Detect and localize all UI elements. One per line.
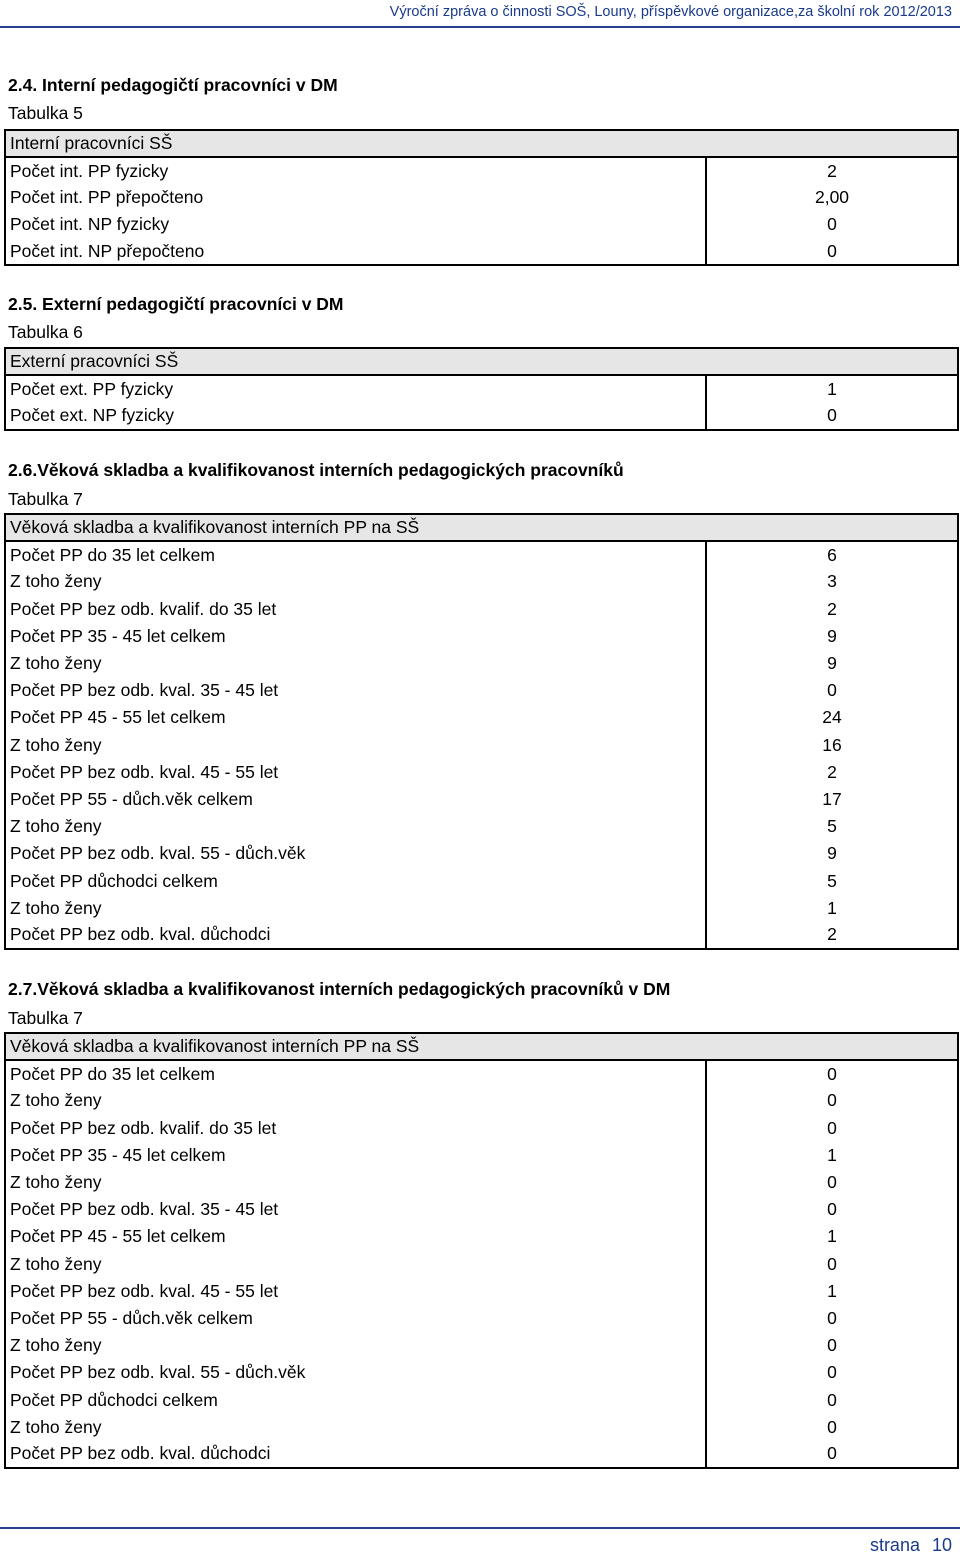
row-value-cell [706, 403, 958, 430]
row-label: Počet int. PP přepočteno [10, 187, 204, 207]
row-value: 0 [827, 1117, 837, 1138]
row-value: 0 [827, 1307, 837, 1328]
row-value-cell [706, 1196, 958, 1223]
row-value-cell [706, 867, 958, 894]
table-row [5, 1305, 958, 1332]
row-value-cell [706, 1305, 958, 1332]
table-header-cell: Věková skladba a kvalifikovanost interních PP na SŠ [5, 1033, 958, 1060]
row-label: Z toho ženy [10, 1172, 102, 1193]
row-value-cell [706, 786, 958, 813]
table-row [5, 813, 958, 840]
row-value-cell [706, 922, 958, 949]
row-label: Počet PP důchodci celkem [10, 1389, 218, 1410]
table-row [5, 1115, 958, 1142]
row-value-cell [706, 238, 958, 265]
table-row [5, 732, 958, 759]
row-value: 1 [827, 1144, 837, 1165]
table-row [5, 1414, 958, 1441]
row-label: Počet ext. PP fyzicky [10, 378, 174, 399]
row-value: 0 [827, 1335, 837, 1356]
table-row [5, 1441, 958, 1468]
footer-divider [0, 1527, 960, 1529]
table-row [5, 650, 958, 677]
section-title: 2.7.Věková skladba a kvalifikovanost interních pedagogických pracovníků v DM [8, 979, 671, 999]
row-value-cell [706, 1278, 958, 1305]
row-label: Počet PP bez odb. kvalif. do 35 let [10, 1117, 277, 1138]
row-value: 0 [827, 1172, 837, 1193]
row-value: 1 [827, 378, 837, 399]
row-value: 2 [827, 761, 837, 782]
row-value: 9 [827, 625, 837, 646]
row-value: 0 [827, 680, 837, 701]
row-value-cell [706, 650, 958, 677]
row-value: 9 [827, 653, 837, 674]
page-number [870, 1533, 952, 1557]
row-value-cell [706, 704, 958, 731]
row-label: Počet PP bez odb. kval. 45 - 55 let [10, 761, 279, 782]
data-table [4, 513, 959, 950]
row-value: 1 [827, 897, 837, 918]
table-row [5, 375, 958, 402]
row-value-cell [706, 541, 958, 568]
row-value: 0 [827, 1443, 837, 1464]
row-value-cell [706, 895, 958, 922]
row-label: Počet PP do 35 let celkem [10, 544, 215, 565]
page-header [0, 0, 960, 26]
row-value-cell [706, 1223, 958, 1250]
row-label: Počet PP 55 - důch.věk celkem [10, 1307, 253, 1328]
row-value-cell [706, 813, 958, 840]
row-value: 9 [827, 843, 837, 864]
table-row [5, 1332, 958, 1359]
row-value: 0 [827, 1253, 837, 1274]
row-value: 17 [822, 788, 842, 809]
table-row [5, 1169, 958, 1196]
row-value-cell [706, 184, 958, 211]
table-caption: Tabulka 6 [8, 322, 83, 342]
table-row [5, 596, 958, 623]
row-label: Počet PP bez odb. kval. 35 - 45 let [10, 1199, 279, 1220]
row-value-cell [706, 1087, 958, 1114]
row-value: 0 [827, 1362, 837, 1383]
row-value-cell [706, 375, 958, 402]
row-value-cell [706, 1115, 958, 1142]
row-label: Počet int. PP fyzicky [10, 160, 169, 181]
row-value-cell [706, 1414, 958, 1441]
row-value-cell [706, 1332, 958, 1359]
row-label: Z toho ženy [10, 1416, 102, 1437]
row-value-cell [706, 732, 958, 759]
table-row [5, 786, 958, 813]
table-row [5, 1359, 958, 1386]
table-row [5, 922, 958, 949]
row-value-cell [706, 1441, 958, 1468]
row-label: Počet ext. NP fyzicky [10, 405, 175, 426]
row-label: Z toho ženy [10, 1253, 102, 1274]
row-value: 5 [827, 816, 837, 837]
row-value: 0 [827, 1199, 837, 1220]
row-value-cell [706, 1142, 958, 1169]
row-value: 0 [827, 214, 837, 234]
table-row [5, 1251, 958, 1278]
row-label: Počet PP do 35 let celkem [10, 1063, 215, 1084]
table-header-row [5, 514, 958, 541]
section-title: 2.6.Věková skladba a kvalifikovanost interních pedagogických pracovníků [8, 460, 624, 480]
row-label: Počet int. NP přepočteno [10, 240, 205, 261]
row-value: 2 [827, 160, 837, 181]
row-label: Počet PP bez odb. kval. důchodci [10, 1443, 271, 1464]
table-row [5, 238, 958, 265]
row-label: Z toho ženy [10, 816, 102, 837]
row-label: Počet PP důchodci celkem [10, 870, 218, 891]
table-header-cell: Interní pracovníci SŠ [5, 130, 958, 157]
table-row [5, 1142, 958, 1169]
row-value: 2 [827, 598, 837, 619]
table-row [5, 623, 958, 650]
row-value-cell [706, 677, 958, 704]
row-value: 5 [827, 870, 837, 891]
page-word: strana [869, 1535, 920, 1555]
table-row [5, 704, 958, 731]
data-table [4, 347, 959, 431]
row-value-cell [706, 1251, 958, 1278]
table-row [5, 895, 958, 922]
row-label: Počet PP bez odb. kvalif. do 35 let [10, 598, 277, 619]
row-value-cell [706, 1386, 958, 1413]
row-value: 16 [822, 734, 842, 755]
table-row [5, 211, 958, 238]
table-header-cell: Externí pracovníci SŠ [5, 348, 958, 375]
row-value-cell [706, 157, 958, 184]
row-value-cell [706, 759, 958, 786]
row-label: Počet PP bez odb. kval. 45 - 55 let [10, 1280, 279, 1301]
table-row [5, 677, 958, 704]
row-value: 0 [827, 1090, 837, 1111]
table-row [5, 541, 958, 568]
header-divider [0, 26, 960, 28]
row-label: Počet PP 35 - 45 let celkem [10, 1144, 226, 1165]
table-caption: Tabulka 5 [8, 103, 83, 123]
row-value: 24 [822, 707, 842, 728]
row-label: Počet PP 35 - 45 let celkem [10, 625, 226, 646]
row-value-cell [706, 840, 958, 867]
row-label: Počet PP bez odb. kval. 35 - 45 let [10, 680, 279, 701]
table-row [5, 403, 958, 430]
row-label: Z toho ženy [10, 1090, 102, 1111]
row-value: 3 [827, 571, 837, 592]
row-value-cell [706, 623, 958, 650]
row-value: 2,00 [814, 187, 850, 207]
section-title: 2.4. Interní pedagogičtí pracovníci v DM [8, 75, 338, 95]
row-label: Počet PP 55 - důch.věk celkem [10, 788, 253, 809]
row-value-cell [706, 1169, 958, 1196]
row-label: Počet PP 45 - 55 let celkem [10, 1226, 226, 1247]
data-table [4, 1032, 959, 1469]
data-table [4, 129, 959, 266]
row-value-cell [706, 596, 958, 623]
table-row [5, 1060, 958, 1087]
row-value-cell [706, 211, 958, 238]
row-label: Z toho ženy [10, 653, 102, 674]
table-header-row [5, 130, 958, 157]
table-header-row [5, 1033, 958, 1060]
row-label: Počet PP 45 - 55 let celkem [10, 707, 226, 728]
table-row [5, 840, 958, 867]
row-value: 0 [827, 240, 837, 261]
page-number-value: 10 [931, 1535, 952, 1555]
table-row [5, 1196, 958, 1223]
row-value-cell [706, 1060, 958, 1087]
row-value-cell [706, 568, 958, 595]
row-label: Z toho ženy [10, 571, 102, 592]
table-row [5, 867, 958, 894]
table-row [5, 759, 958, 786]
table-row [5, 568, 958, 595]
row-value: 6 [827, 544, 837, 565]
row-label: Počet int. NP fyzicky [10, 214, 170, 234]
row-value: 0 [827, 1389, 837, 1410]
row-value: 0 [827, 1063, 837, 1084]
row-value: 1 [827, 1226, 837, 1247]
row-value-cell [706, 1359, 958, 1386]
table-header-cell: Věková skladba a kvalifikovanost interních PP na SŠ [5, 514, 958, 541]
row-label: Počet PP bez odb. kval. 55 - důch.věk [10, 1362, 306, 1383]
row-value: 0 [827, 1416, 837, 1437]
row-value: 1 [827, 1280, 837, 1301]
table-row [5, 1278, 958, 1305]
table-caption: Tabulka 7 [8, 489, 83, 509]
table-row [5, 1223, 958, 1250]
row-value: 2 [827, 924, 837, 945]
row-label: Z toho ženy [10, 1335, 102, 1356]
section-title: 2.5. Externí pedagogičtí pracovníci v DM [8, 294, 344, 314]
row-label: Z toho ženy [10, 897, 102, 918]
document-title: Výroční zpráva o činnosti SOŠ, Louny, příspěvkové organizace,za školní rok 2012/2013 [389, 4, 952, 20]
table-caption: Tabulka 7 [8, 1008, 83, 1028]
row-value: 0 [827, 405, 837, 426]
table-row [5, 1386, 958, 1413]
table-row [5, 157, 958, 184]
table-row [5, 184, 958, 211]
row-label: Počet PP bez odb. kval. důchodci [10, 924, 271, 945]
row-label: Počet PP bez odb. kval. 55 - důch.věk [10, 843, 306, 864]
row-label: Z toho ženy [10, 734, 102, 755]
table-header-row [5, 348, 958, 375]
table-row [5, 1087, 958, 1114]
